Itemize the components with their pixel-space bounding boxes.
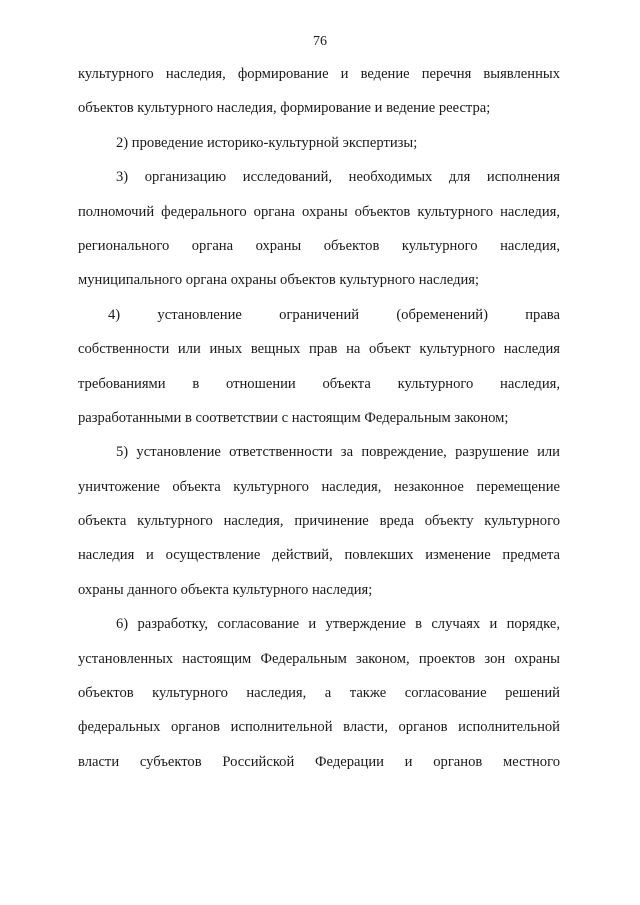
text-line: 4) установление ограничений (обременений) права <box>108 306 560 323</box>
text-line: 2) проведение историко-культурной экспертизы; <box>116 134 418 151</box>
text-line: объектов культурного наследия, а также согласование решений <box>78 685 560 702</box>
text-line: наследия и осуществление действий, повлекших изменение предмета <box>78 547 560 564</box>
text-line: муниципального органа охраны объектов культурного наследия; <box>78 272 480 289</box>
text-line: собственности или иных вещных прав на объект культурного наследия <box>78 341 560 358</box>
text-line: охраны данного объекта культурного наследия; <box>78 581 373 598</box>
text-line: полномочий федерального органа охраны объектов культурного наследия, <box>78 203 560 220</box>
text-line: федеральных органов исполнительной власти, органов исполнительной <box>78 719 560 736</box>
text-line: регионального органа охраны объектов культурного наследия, <box>78 237 560 254</box>
text-line: 3) организацию исследований, необходимых для исполнения <box>116 169 560 186</box>
text-line: объектов культурного наследия, формирование и ведение реестра; <box>78 100 491 117</box>
text-line: установленных настоящим Федеральным законом, проектов зон охраны <box>78 650 560 667</box>
text-line: культурного наследия, формирование и ведение перечня выявленных <box>78 66 560 82</box>
page-number: 76 <box>313 34 327 49</box>
text-line: требованиями в отношении объекта культурного наследия, <box>78 375 560 392</box>
text-line: 6) разработку, согласование и утверждение в случаях и порядке, <box>116 616 560 633</box>
text-line: разработанными в соответствии с настоящим Федеральным законом; <box>78 409 509 426</box>
document-body <box>78 62 560 784</box>
text-line: 5) установление ответственности за повреждение, разрушение или <box>116 444 560 461</box>
text-line: объекта культурного наследия, причинение вреда объекту культурного <box>78 513 560 530</box>
text-line: уничтожение объекта культурного наследия, незаконное перемещение <box>78 478 560 495</box>
text-line: власти субъектов Российской Федерации и органов местного <box>78 753 560 770</box>
